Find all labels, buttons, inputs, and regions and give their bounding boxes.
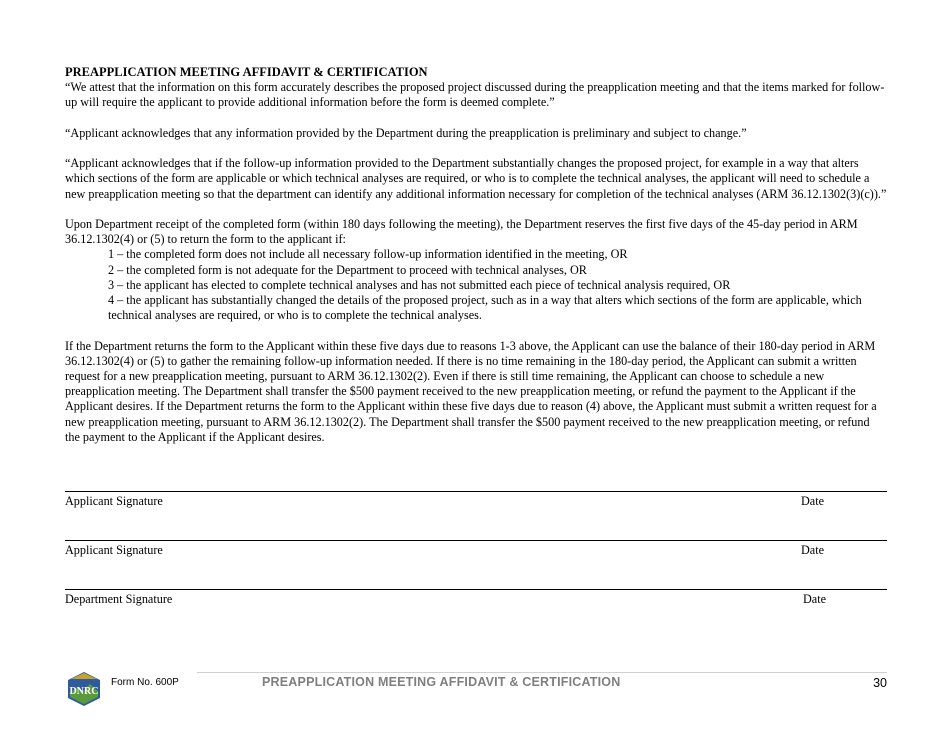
acknowledgement-paragraph-2: “Applicant acknowledges that if the follow-up information provided to the Department substantially changes the proposed project, for example in a way that alters which sections of the form are applicable or which technical analyses are required, or who is to complete the technical analyses, the applicant will need to schedule a new preapplication meeting so that the department can identify any additional information necessary for completion of the technical analyses (ARM 36.12.1302(3)(c)).” xyxy=(65,156,887,201)
reason-item: 4 – the applicant has substantially changed the details of the proposed project, such as in a way that alters which sections of the form are applicable, which technical analyses are required, or who is to complete the technical analyses. xyxy=(108,293,862,323)
footer-title: PREAPPLICATION MEETING AFFIDAVIT & CERTIFICATION xyxy=(262,675,621,689)
attestation-paragraph: “We attest that the information on this form accurately describes the proposed project discussed during the preapplication meeting and that the items marked for follow-up will require the applicant to provide additional information before the form is deemed complete.” xyxy=(65,80,885,110)
page-footer xyxy=(65,671,887,707)
document-body xyxy=(65,65,887,460)
section-heading: PREAPPLICATION MEETING AFFIDAVIT & CERTIFICATION xyxy=(65,65,428,79)
footer-rule xyxy=(197,672,887,673)
return-policy-paragraph: If the Department returns the form to the Applicant within these five days due to reasons 1-3 above, the Applicant can use the balance of their 180-day period in ARM 36.12.1302(4) or (5) to gather the remaining follow-up information needed. If there is no time remaining in the 180-day period, the Applicant can submit a written request for a new preapplication meeting, pursuant to ARM 36.12.1302(2). Even if there is still time remaining, the Applicant can choose to schedule a new preapplication meeting. The Department shall transfer the $500 payment received to the new preapplication meeting, or refund the payment to the Applicant if the Applicant desires. If the Department returns the form to the Applicant within these five days due to reason (4) above, the Applicant must submit a written request for a new preapplication meeting, pursuant to ARM 36.12.1302(2). The Department shall transfer the $500 payment received to the new preapplication meeting, or refund the payment to the Applicant if the Applicant desires. xyxy=(65,338,877,444)
form-number: Form No. 600P xyxy=(111,677,179,688)
applicant-signature-line-1[interactable] xyxy=(65,491,887,522)
reason-item: 2 – the completed form is not adequate for the Department to proceed with technical analyses, OR xyxy=(108,262,587,277)
signature-label: Department Signature xyxy=(65,592,173,606)
receipt-paragraph: Upon Department receipt of the completed form (within 180 days following the meeting), the Department reserves the first five days of the 45-day period in ARM 36.12.1302(4) or (5) to return the form to the applicant if: xyxy=(65,216,858,247)
signature-label: Applicant Signature xyxy=(65,494,163,508)
return-reasons-list xyxy=(108,247,887,323)
signature-label: Applicant Signature xyxy=(65,543,163,557)
date-label: Date xyxy=(802,592,826,606)
applicant-signature-line-2[interactable] xyxy=(65,540,887,571)
reason-item: 1 – the completed form does not include all necessary follow-up information identified in the meeting, OR xyxy=(108,247,628,262)
page-number: 30 xyxy=(873,676,887,690)
svg-text:DNRC: DNRC xyxy=(69,686,99,697)
acknowledgement-paragraph-1: “Applicant acknowledges that any information provided by the Department during the preapplication is preliminary and subject to change.” xyxy=(65,125,747,140)
dnrc-logo-icon xyxy=(65,671,103,707)
department-signature-line[interactable] xyxy=(65,589,887,620)
date-label: Date xyxy=(800,494,824,508)
date-label: Date xyxy=(800,543,824,557)
reason-item: 3 – the applicant has elected to complete technical analyses and has not submitted each piece of technical analysis required, OR xyxy=(108,277,731,292)
